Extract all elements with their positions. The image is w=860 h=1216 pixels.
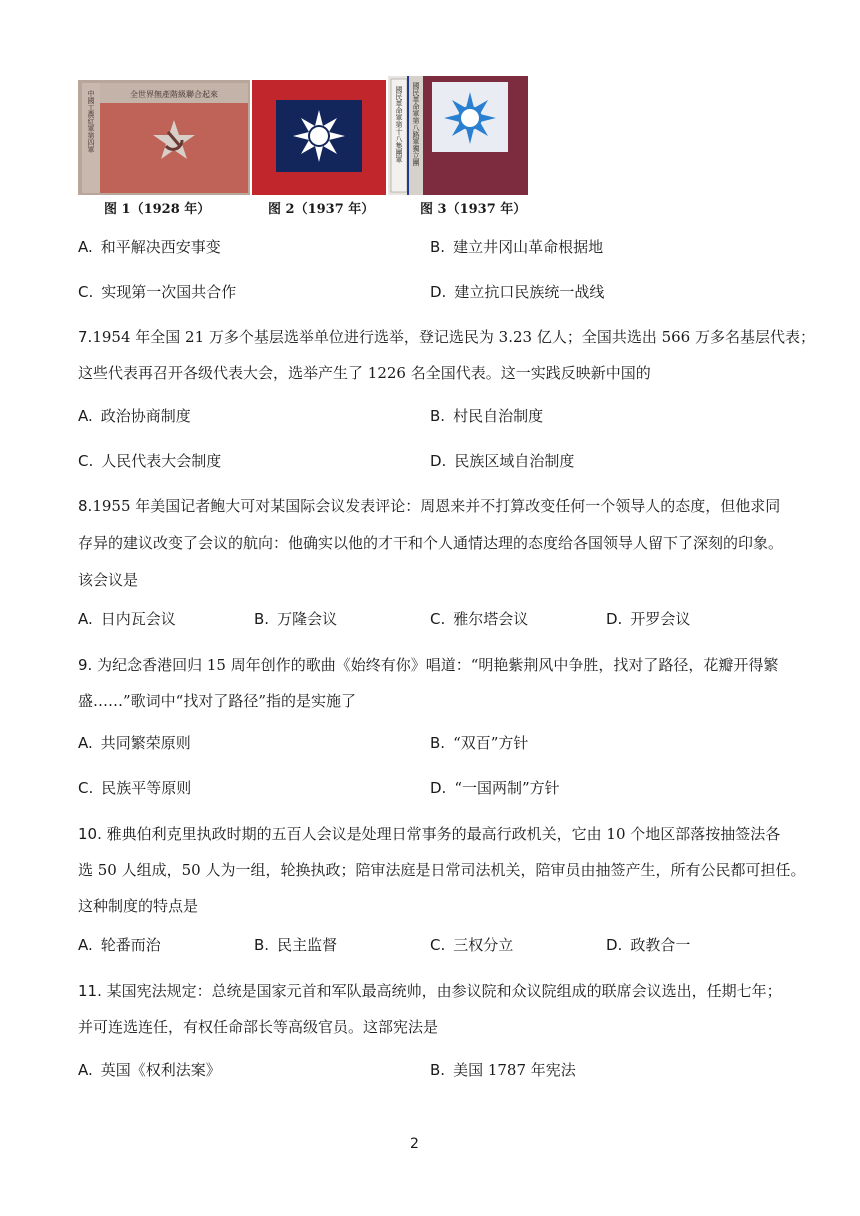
q10-option-d[interactable]: D. 政教合一 [606, 936, 691, 954]
flag-1937-eighth-route-image [388, 76, 528, 195]
q8-option-c[interactable]: C. 雅尔塔会议 [430, 610, 529, 628]
flag-1937-kmt-image [252, 80, 386, 195]
q8-stem-line-2: 存异的建议改变了会议的航向：他确实以他的才干和个人通情达理的态度给各国领导人留下了深刻的印象。 [78, 534, 784, 552]
flag1-top-text: 全世界無產階級聯合起來 [130, 90, 218, 99]
q7-stem-line-2: 这些代表再召开各级代表大会，选举产生了 1226 名全国代表。这一实践反映新中国的 [78, 364, 651, 382]
q7-option-c[interactable]: C. 人民代表大会制度 [78, 452, 222, 470]
q8-option-b[interactable]: B. 万隆会议 [254, 610, 338, 628]
q10-stem-line-1: 10. 雅典伯利克里执政时期的五百人会议是处理日常事务的最高行政机关，它由 10 个地区部落按抽签法各 [78, 825, 781, 843]
q8-option-a[interactable]: A. 日内瓦会议 [78, 610, 176, 628]
q9-option-a[interactable]: A. 共同繁荣原则 [78, 734, 191, 752]
q7-option-a[interactable]: A. 政治协商制度 [78, 407, 191, 425]
flag1-side-text: 中國工農紅軍第四軍 [87, 90, 95, 153]
q10-option-b[interactable]: B. 民主监督 [254, 936, 338, 954]
q11-stem-line-2: 并可连选连任，有权任命部长等高级官员。这部宪法是 [78, 1018, 439, 1036]
q7-option-b[interactable]: B. 村民自治制度 [430, 407, 544, 425]
figure-2 [252, 80, 386, 195]
figure-3-caption: 图 3（1937 年） [420, 202, 527, 217]
q9-stem-line-1: 9. 为纪念香港回归 15 周年创作的歌曲《始终有你》唱道：“明艳紫荆风中争胜，找对了路径，花瓣开得繁 [78, 656, 779, 674]
q9-option-b[interactable]: B. “双百”方针 [430, 734, 529, 752]
figure-1 [78, 80, 250, 195]
figure-1-caption: 图 1（1928 年） [104, 202, 211, 217]
q8-stem-line-1: 8.1955 年美国记者鲍大可对某国际会议发表评论：周恩来并不打算改变任何一个领导人的态度，但他求同 [78, 497, 781, 515]
q8-stem-line-3: 该会议是 [78, 571, 139, 589]
q6-option-a[interactable]: A. 和平解决西安事变 [78, 238, 221, 256]
q7-option-d[interactable]: D. 民族区域自治制度 [430, 452, 575, 470]
q10-stem-line-3: 这种制度的特点是 [78, 897, 199, 915]
q11-stem-line-1: 11. 某国宪法规定：总统是国家元首和军队最高统帅，由参议院和众议院组成的联席会议选出，任期七年； [78, 982, 782, 1000]
q8-option-d[interactable]: D. 开罗会议 [606, 610, 691, 628]
q7-stem-line-1: 7.1954 年全国 21 万多个基层选举单位进行选举，登记选民为 3.23 亿人；全国共选出 566 万多名基层代表； [78, 328, 815, 346]
q6-option-b[interactable]: B. 建立井冈山革命根据地 [430, 238, 604, 256]
q9-option-d[interactable]: D. “一国两制”方针 [430, 779, 560, 797]
flag3-side-text: 國民革命軍第八路軍獨立團 [412, 82, 420, 166]
q11-option-b[interactable]: B. 美国 1787 年宪法 [430, 1061, 576, 1079]
figure-2-caption: 图 2（1937 年） [268, 202, 375, 217]
flag3-scroll-text: 國民革命軍第十八集團軍 [395, 86, 403, 163]
q11-option-a[interactable]: A. 英国《权利法案》 [78, 1061, 221, 1079]
q10-option-c[interactable]: C. 三权分立 [430, 936, 514, 954]
q6-option-d[interactable]: D. 建立抗口民族统一战线 [430, 283, 605, 301]
flag-1928-image [78, 80, 250, 195]
page-number: 2 [410, 1136, 419, 1152]
q9-stem-line-2: 盛……”歌词中“找对了路径”指的是实施了 [78, 692, 357, 710]
q10-stem-line-2: 选 50 人组成，50 人为一组，轮换执政；陪审法庭是日常司法机关，陪审员由抽签产生，所有公民都可担任。 [78, 861, 806, 879]
q9-option-c[interactable]: C. 民族平等原则 [78, 779, 192, 797]
figure-3 [388, 76, 528, 195]
q10-option-a[interactable]: A. 轮番而治 [78, 936, 161, 954]
q6-option-c[interactable]: C. 实现第一次国共合作 [78, 283, 237, 301]
